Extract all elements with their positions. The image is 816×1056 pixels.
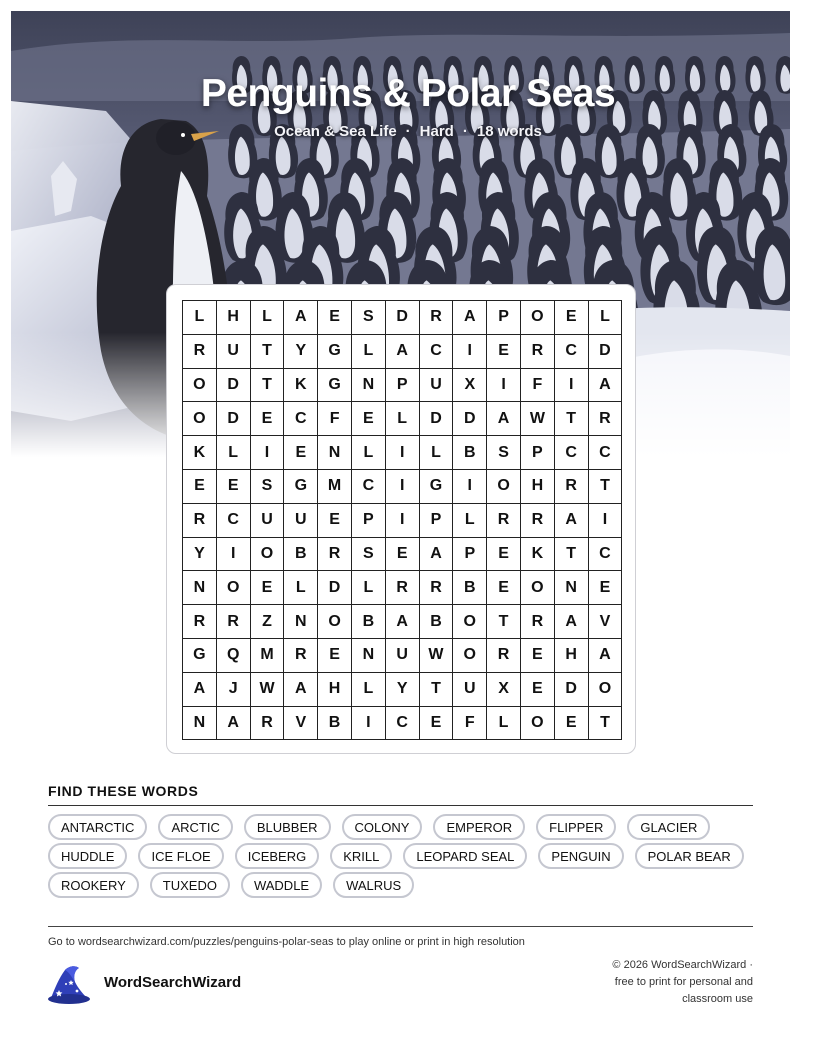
word-chip[interactable]: KRILL: [330, 843, 392, 869]
word-chip[interactable]: PENGUIN: [538, 843, 623, 869]
grid-cell[interactable]: C: [555, 436, 589, 470]
grid-cell[interactable]: E: [183, 470, 217, 504]
grid-cell[interactable]: I: [217, 538, 251, 572]
grid-cell[interactable]: T: [420, 673, 454, 707]
grid-cell[interactable]: A: [183, 673, 217, 707]
word-chip[interactable]: FLIPPER: [536, 814, 616, 840]
grid-cell[interactable]: E: [487, 335, 521, 369]
grid-cell[interactable]: K: [521, 538, 555, 572]
word-chip[interactable]: BLUBBER: [244, 814, 331, 840]
grid-cell[interactable]: T: [555, 538, 589, 572]
grid-cell[interactable]: O: [487, 470, 521, 504]
word-chip[interactable]: ANTARCTIC: [48, 814, 147, 840]
grid-cell[interactable]: D: [453, 402, 487, 436]
grid-cell[interactable]: E: [487, 571, 521, 605]
grid-cell[interactable]: U: [284, 504, 318, 538]
grid-cell[interactable]: E: [420, 707, 454, 741]
grid-cell[interactable]: D: [420, 402, 454, 436]
grid-cell[interactable]: R: [183, 335, 217, 369]
grid-cell[interactable]: O: [521, 301, 555, 335]
grid-cell[interactable]: L: [284, 571, 318, 605]
grid-cell[interactable]: E: [555, 301, 589, 335]
grid-cell[interactable]: F: [521, 369, 555, 403]
grid-cell[interactable]: L: [251, 301, 285, 335]
grid-cell[interactable]: I: [487, 369, 521, 403]
wizard-hat-icon: [45, 964, 93, 1006]
word-chip[interactable]: ROOKERY: [48, 872, 139, 898]
grid-cell[interactable]: R: [521, 605, 555, 639]
grid-cell[interactable]: E: [521, 673, 555, 707]
grid-cell[interactable]: Z: [251, 605, 285, 639]
grid-cell[interactable]: A: [487, 402, 521, 436]
grid-cell[interactable]: T: [487, 605, 521, 639]
grid-cell[interactable]: I: [386, 436, 420, 470]
grid-cell[interactable]: N: [352, 369, 386, 403]
word-chip[interactable]: GLACIER: [627, 814, 710, 840]
grid-cell[interactable]: Q: [217, 639, 251, 673]
grid-cell[interactable]: U: [386, 639, 420, 673]
puzzle-subtitle: [0, 123, 816, 140]
grid-cell[interactable]: W: [251, 673, 285, 707]
grid-cell[interactable]: A: [589, 639, 623, 673]
grid-cell[interactable]: G: [183, 639, 217, 673]
grid-cell[interactable]: C: [555, 335, 589, 369]
play-online-link[interactable]: Go to wordsearchwizard.com/puzzles/penguins-polar-seas to play online or print in high resolution: [48, 936, 525, 948]
word-chip[interactable]: HUDDLE: [48, 843, 127, 869]
grid-cell[interactable]: P: [521, 436, 555, 470]
grid-cell[interactable]: A: [284, 673, 318, 707]
grid-cell[interactable]: H: [217, 301, 251, 335]
grid-cell[interactable]: I: [352, 707, 386, 741]
word-row: [48, 843, 768, 869]
word-count-label: 18 words: [476, 123, 542, 140]
grid-cell[interactable]: U: [420, 369, 454, 403]
grid-cell[interactable]: A: [284, 301, 318, 335]
grid-cell[interactable]: W: [521, 402, 555, 436]
grid-cell[interactable]: X: [487, 673, 521, 707]
grid-cell[interactable]: E: [251, 402, 285, 436]
grid-cell[interactable]: R: [420, 301, 454, 335]
grid-cell[interactable]: L: [420, 436, 454, 470]
grid-cell[interactable]: L: [487, 707, 521, 741]
grid-cell[interactable]: M: [318, 470, 352, 504]
grid-cell[interactable]: E: [487, 538, 521, 572]
grid-cell[interactable]: L: [453, 504, 487, 538]
grid-cell[interactable]: T: [589, 470, 623, 504]
grid-cell[interactable]: I: [251, 436, 285, 470]
grid-cell[interactable]: A: [386, 335, 420, 369]
grid-cell[interactable]: T: [555, 402, 589, 436]
grid-cell[interactable]: I: [453, 470, 487, 504]
grid-cell[interactable]: A: [386, 605, 420, 639]
grid-cell[interactable]: D: [555, 673, 589, 707]
word-list: [48, 814, 768, 901]
grid-cell[interactable]: L: [352, 436, 386, 470]
grid-cell[interactable]: E: [386, 538, 420, 572]
grid-cell[interactable]: L: [352, 673, 386, 707]
grid-cell[interactable]: N: [352, 639, 386, 673]
grid-cell[interactable]: L: [589, 301, 623, 335]
grid-cell[interactable]: B: [284, 538, 318, 572]
grid-cell[interactable]: A: [420, 538, 454, 572]
grid-cell[interactable]: O: [318, 605, 352, 639]
word-chip[interactable]: LEOPARD SEAL: [403, 843, 527, 869]
grid-cell[interactable]: B: [453, 571, 487, 605]
brand-name: WordSearchWizard: [104, 974, 242, 991]
copyright-line: © 2026 WordSearchWizard ·: [612, 959, 753, 971]
grid-cell[interactable]: C: [386, 707, 420, 741]
grid-cell[interactable]: M: [251, 639, 285, 673]
grid-cell[interactable]: K: [183, 436, 217, 470]
grid-cell[interactable]: C: [217, 504, 251, 538]
grid-cell[interactable]: T: [251, 369, 285, 403]
word-row: [48, 872, 768, 898]
grid-cell[interactable]: I: [589, 504, 623, 538]
grid-cell[interactable]: B: [352, 605, 386, 639]
grid-cell[interactable]: I: [555, 369, 589, 403]
grid-cell[interactable]: O: [589, 673, 623, 707]
grid-cell[interactable]: R: [420, 571, 454, 605]
grid-cell[interactable]: E: [555, 707, 589, 741]
word-chip[interactable]: WALRUS: [333, 872, 414, 898]
grid-cell[interactable]: U: [453, 673, 487, 707]
grid-cell[interactable]: C: [284, 402, 318, 436]
grid-cell[interactable]: G: [318, 369, 352, 403]
word-chip[interactable]: ICE FLOE: [138, 843, 223, 869]
grid-cell[interactable]: R: [487, 639, 521, 673]
grid-cell[interactable]: T: [589, 707, 623, 741]
grid-cell[interactable]: D: [217, 369, 251, 403]
grid-cell[interactable]: A: [555, 504, 589, 538]
grid-cell[interactable]: N: [183, 707, 217, 741]
grid-cell[interactable]: E: [217, 470, 251, 504]
grid-cell[interactable]: O: [251, 538, 285, 572]
grid-cell[interactable]: R: [521, 335, 555, 369]
grid-cell[interactable]: E: [318, 504, 352, 538]
letter-grid: [182, 300, 622, 740]
grid-cell[interactable]: B: [318, 707, 352, 741]
grid-cell[interactable]: X: [453, 369, 487, 403]
grid-cell[interactable]: N: [284, 605, 318, 639]
separator: ·: [462, 123, 468, 140]
grid-cell[interactable]: I: [453, 335, 487, 369]
grid-cell[interactable]: G: [420, 470, 454, 504]
grid-cell[interactable]: E: [251, 571, 285, 605]
divider: [48, 926, 753, 927]
grid-cell[interactable]: R: [284, 639, 318, 673]
grid-cell[interactable]: R: [555, 470, 589, 504]
grid-cell[interactable]: R: [183, 504, 217, 538]
grid-cell[interactable]: E: [318, 301, 352, 335]
grid-cell[interactable]: G: [318, 335, 352, 369]
grid-cell[interactable]: J: [217, 673, 251, 707]
grid-cell[interactable]: O: [453, 605, 487, 639]
grid-cell[interactable]: C: [420, 335, 454, 369]
grid-cell[interactable]: D: [386, 301, 420, 335]
grid-cell[interactable]: B: [453, 436, 487, 470]
grid-cell[interactable]: L: [352, 571, 386, 605]
grid-cell[interactable]: R: [318, 538, 352, 572]
grid-cell[interactable]: L: [386, 402, 420, 436]
grid-cell[interactable]: D: [589, 335, 623, 369]
grid-cell[interactable]: A: [589, 369, 623, 403]
grid-cell[interactable]: I: [386, 504, 420, 538]
copyright-line: classroom use: [682, 993, 753, 1005]
grid-cell[interactable]: R: [386, 571, 420, 605]
grid-cell[interactable]: A: [555, 605, 589, 639]
grid-cell[interactable]: A: [217, 707, 251, 741]
copyright-line: free to print for personal and: [614, 976, 753, 988]
grid-cell[interactable]: P: [420, 504, 454, 538]
grid-cell[interactable]: B: [420, 605, 454, 639]
grid-cell[interactable]: P: [453, 538, 487, 572]
grid-cell[interactable]: H: [555, 639, 589, 673]
grid-cell[interactable]: R: [589, 402, 623, 436]
grid-cell[interactable]: R: [251, 707, 285, 741]
copyright-notice: [553, 957, 753, 1008]
grid-cell[interactable]: P: [487, 301, 521, 335]
grid-cell[interactable]: E: [318, 639, 352, 673]
grid-cell[interactable]: N: [183, 571, 217, 605]
grid-cell[interactable]: Y: [386, 673, 420, 707]
grid-cell[interactable]: P: [386, 369, 420, 403]
grid-cell[interactable]: S: [487, 436, 521, 470]
grid-cell[interactable]: K: [284, 369, 318, 403]
divider: [48, 805, 753, 806]
grid-cell[interactable]: E: [352, 402, 386, 436]
grid-cell[interactable]: S: [352, 301, 386, 335]
word-chip[interactable]: POLAR BEAR: [635, 843, 744, 869]
grid-cell[interactable]: V: [284, 707, 318, 741]
grid-cell[interactable]: V: [589, 605, 623, 639]
grid-cell[interactable]: O: [183, 369, 217, 403]
word-chip[interactable]: ARCTIC: [158, 814, 232, 840]
grid-cell[interactable]: D: [217, 402, 251, 436]
word-chip[interactable]: COLONY: [342, 814, 423, 840]
grid-cell[interactable]: R: [183, 605, 217, 639]
grid-cell[interactable]: R: [487, 504, 521, 538]
grid-cell[interactable]: A: [453, 301, 487, 335]
grid-cell[interactable]: T: [251, 335, 285, 369]
grid-cell[interactable]: C: [589, 436, 623, 470]
grid-cell[interactable]: U: [251, 504, 285, 538]
grid-cell[interactable]: H: [318, 673, 352, 707]
grid-cell[interactable]: O: [453, 639, 487, 673]
grid-cell[interactable]: O: [521, 571, 555, 605]
grid-cell[interactable]: U: [217, 335, 251, 369]
grid-cell[interactable]: S: [251, 470, 285, 504]
grid-cell[interactable]: R: [521, 504, 555, 538]
word-chip[interactable]: TUXEDO: [150, 872, 230, 898]
grid-cell[interactable]: D: [318, 571, 352, 605]
grid-cell[interactable]: W: [420, 639, 454, 673]
grid-cell[interactable]: L: [183, 301, 217, 335]
grid-cell[interactable]: F: [453, 707, 487, 741]
word-chip[interactable]: ICEBERG: [235, 843, 320, 869]
grid-cell[interactable]: E: [589, 571, 623, 605]
grid-cell[interactable]: I: [386, 470, 420, 504]
separator: ·: [405, 123, 411, 140]
word-chip[interactable]: WADDLE: [241, 872, 322, 898]
puzzle-grid-card: [166, 284, 636, 754]
grid-cell[interactable]: L: [352, 335, 386, 369]
grid-cell[interactable]: P: [352, 504, 386, 538]
grid-cell[interactable]: O: [183, 402, 217, 436]
grid-cell[interactable]: L: [217, 436, 251, 470]
word-list-heading: FIND THESE WORDS: [48, 783, 199, 799]
word-chip[interactable]: EMPEROR: [433, 814, 525, 840]
grid-cell[interactable]: R: [217, 605, 251, 639]
category-label: Ocean & Sea Life: [274, 123, 397, 140]
grid-cell[interactable]: G: [284, 470, 318, 504]
grid-cell[interactable]: O: [217, 571, 251, 605]
puzzle-title: Penguins & Polar Seas: [200, 72, 616, 115]
word-row: [48, 814, 768, 840]
grid-cell[interactable]: N: [555, 571, 589, 605]
grid-cell[interactable]: C: [589, 538, 623, 572]
grid-cell[interactable]: O: [521, 707, 555, 741]
grid-cell[interactable]: E: [521, 639, 555, 673]
difficulty-label: Hard: [419, 123, 454, 140]
grid-cell[interactable]: Y: [284, 335, 318, 369]
grid-cell[interactable]: C: [352, 470, 386, 504]
grid-cell[interactable]: S: [352, 538, 386, 572]
grid-cell[interactable]: F: [318, 402, 352, 436]
grid-cell[interactable]: E: [284, 436, 318, 470]
grid-cell[interactable]: Y: [183, 538, 217, 572]
grid-cell[interactable]: N: [318, 436, 352, 470]
grid-cell[interactable]: H: [521, 470, 555, 504]
